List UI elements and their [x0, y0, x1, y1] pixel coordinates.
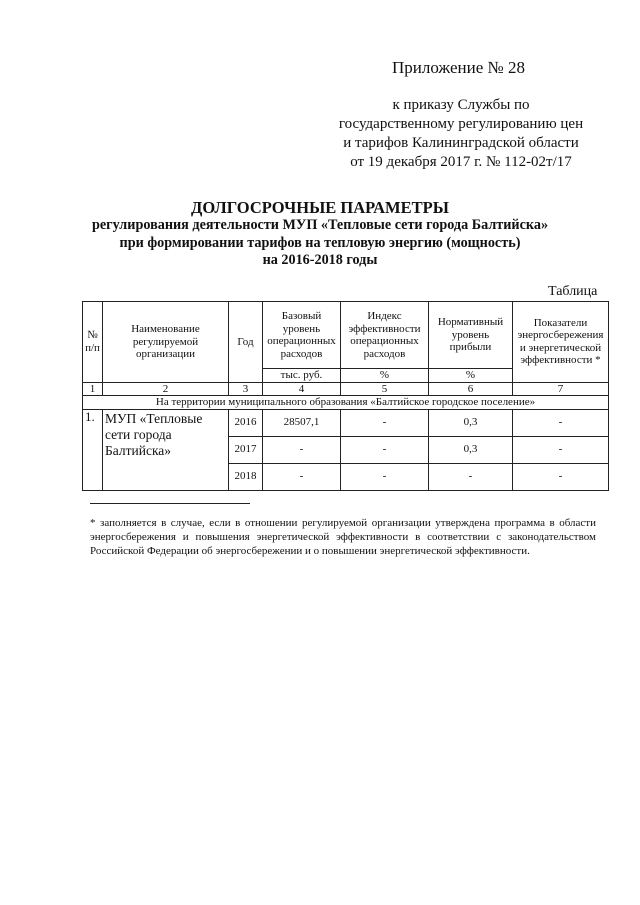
header-index: Индекс эффективности операционных расходов: [341, 302, 429, 369]
row-index: -: [341, 436, 429, 463]
document-title: [60, 198, 580, 270]
header-org: Наименование регулируемой организации: [103, 302, 229, 383]
order-line: к приказу Службы по: [392, 97, 530, 113]
header-year: Год: [229, 302, 263, 383]
row-index: -: [341, 409, 429, 436]
column-number: 1: [83, 382, 103, 396]
row-index: -: [341, 463, 429, 490]
row-year: 2018: [229, 463, 263, 490]
org-name: МУП «Тепловые сети города Балтийска»: [103, 409, 229, 490]
row-energy: -: [513, 409, 609, 436]
row-year: 2017: [229, 436, 263, 463]
table-label: Таблица: [548, 284, 598, 299]
table-header-row: [83, 302, 609, 369]
header-profit: Нормативный уровень прибыли: [429, 302, 513, 369]
column-number: 3: [229, 382, 263, 396]
row-energy: -: [513, 436, 609, 463]
order-line: государственному регулированию цен: [338, 116, 584, 132]
row-year: 2016: [229, 409, 263, 436]
column-number: 5: [341, 382, 429, 396]
unit-index: %: [341, 369, 429, 383]
row-base: 28507,1: [263, 409, 341, 436]
header-base: Базовый уровень операционных расходов: [263, 302, 341, 369]
title-line: регулирования деятельности МУП «Тепловые сети города Балтийска»: [91, 217, 549, 233]
row-profit: 0,3: [429, 409, 513, 436]
unit-base: тыс. руб.: [263, 369, 341, 383]
footnote-text: * заполняется в случае, если в отношении регулируемой организации утверждена программа в области энергосбережения и повышения энергетической эффективности в соответствии с законодательством Российской Федерации об энергосбережении и о повышении энергетической эффективности.: [90, 517, 596, 557]
row-base: -: [263, 463, 341, 490]
appendix-number: Приложение № 28: [392, 58, 525, 77]
row-profit: -: [429, 463, 513, 490]
title-line: ДОЛГОСРОЧНЫЕ ПАРАМЕТРЫ: [191, 198, 449, 217]
territory-row: [83, 396, 609, 410]
territory-label: На территории муниципального образования «Балтийское городское поселение»: [83, 396, 609, 410]
row-profit: 0,3: [429, 436, 513, 463]
table-row: [83, 409, 609, 436]
order-reference: [330, 96, 592, 172]
column-number: 4: [263, 382, 341, 396]
order-line: от 19 декабря 2017 г. № 112-02т/17: [350, 154, 572, 170]
footnote-divider: [90, 503, 250, 504]
column-number: 2: [103, 382, 229, 396]
unit-profit: %: [429, 369, 513, 383]
column-number: 6: [429, 382, 513, 396]
header-num: № п/п: [83, 302, 103, 383]
row-base: -: [263, 436, 341, 463]
row-num: 1.: [83, 409, 103, 490]
title-line: при формировании тарифов на тепловую энергию (мощность): [119, 234, 521, 251]
order-line: и тарифов Калининградской области: [343, 135, 579, 151]
row-energy: -: [513, 463, 609, 490]
column-number: 7: [513, 382, 609, 396]
header-energy: Показатели энергосбережения и энергетической эффективности *: [513, 302, 609, 383]
title-line: на 2016-2018 годы: [262, 252, 378, 268]
parameters-table: [82, 301, 609, 491]
column-numbers-row: [83, 382, 609, 396]
